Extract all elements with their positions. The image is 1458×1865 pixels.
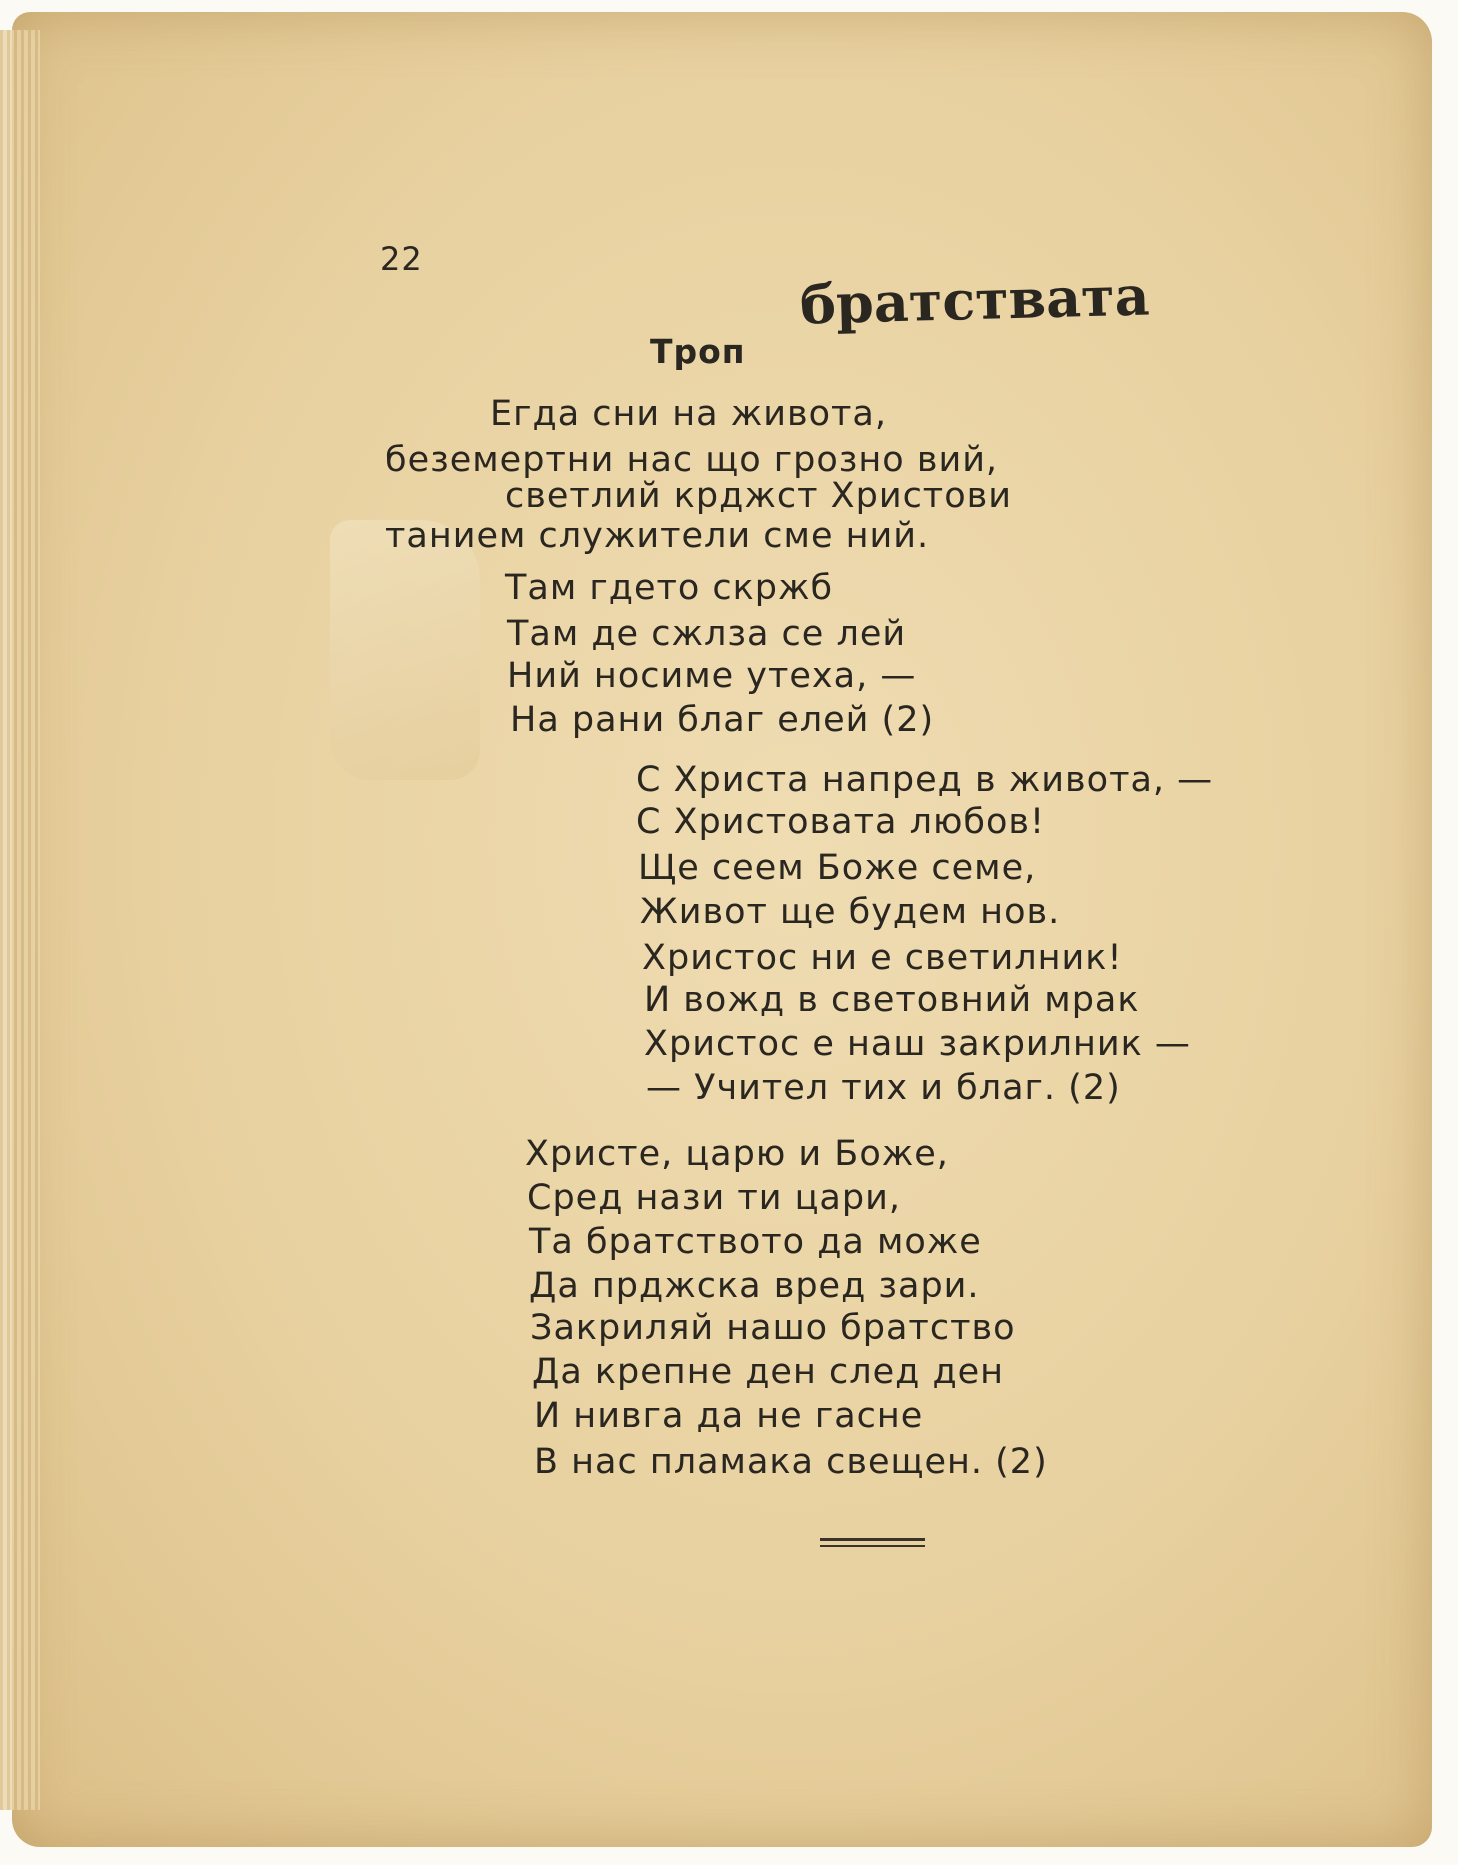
torn-paper-area [330, 520, 480, 780]
title-right: братствата [799, 263, 1151, 337]
stanza-1-line-5: Там гдето скржб [505, 568, 834, 608]
stanza-2-line-1: С Христа напред в живота, — [636, 760, 1214, 800]
stanza-1-line-8: На рани благ елей (2) [510, 700, 935, 740]
stanza-3-line-3: Та братството да може [529, 1222, 982, 1262]
stanza-2-line-4: Живот ще будем нов. [640, 892, 1061, 932]
stanza-1-line-1: Егда сни на живота, [490, 394, 888, 434]
stanza-2-line-2: С Христовата любов! [636, 802, 1046, 842]
stanza-1-line-6: Там де сжлза се лей [507, 614, 907, 654]
stanza-2-line-8: — Учител тих и благ. (2) [646, 1068, 1121, 1108]
stanza-3-line-6: Да крепне ден след ден [532, 1352, 1005, 1392]
stanza-2-line-7: Христос е наш закрилник — [644, 1024, 1191, 1064]
stanza-1-line-3: светлий крджст Христови [505, 476, 1012, 516]
stanza-3-line-8: В нас пламака свещен. (2) [534, 1442, 1048, 1482]
stanza-1-line-7: Ний носиме утеха, — [507, 656, 917, 696]
stanza-1-line-2: беземертни нас що грозно вий, [385, 440, 999, 480]
end-divider [820, 1538, 925, 1547]
stanza-3-line-1: Христе, царю и Боже, [525, 1134, 949, 1174]
stanza-3-line-7: И нивга да не гасне [534, 1396, 924, 1436]
stanza-3-line-2: Сред нази ти цари, [527, 1178, 901, 1218]
stanza-2-line-3: Ще сеем Боже семе, [638, 848, 1037, 888]
page-edge-stack [0, 30, 40, 1810]
page-number: 22 [380, 240, 423, 278]
title-left: Троп [650, 332, 746, 371]
stanza-3-line-5: Закриляй нашо братство [530, 1308, 1016, 1348]
stanza-1-line-4: танием служители сме ний. [385, 516, 930, 556]
stanza-2-line-6: И вожд в световний мрак [644, 980, 1140, 1020]
stanza-2-line-5: Христос ни е светилник! [642, 938, 1123, 978]
stanza-3-line-4: Да прджска вред зари. [529, 1266, 980, 1306]
